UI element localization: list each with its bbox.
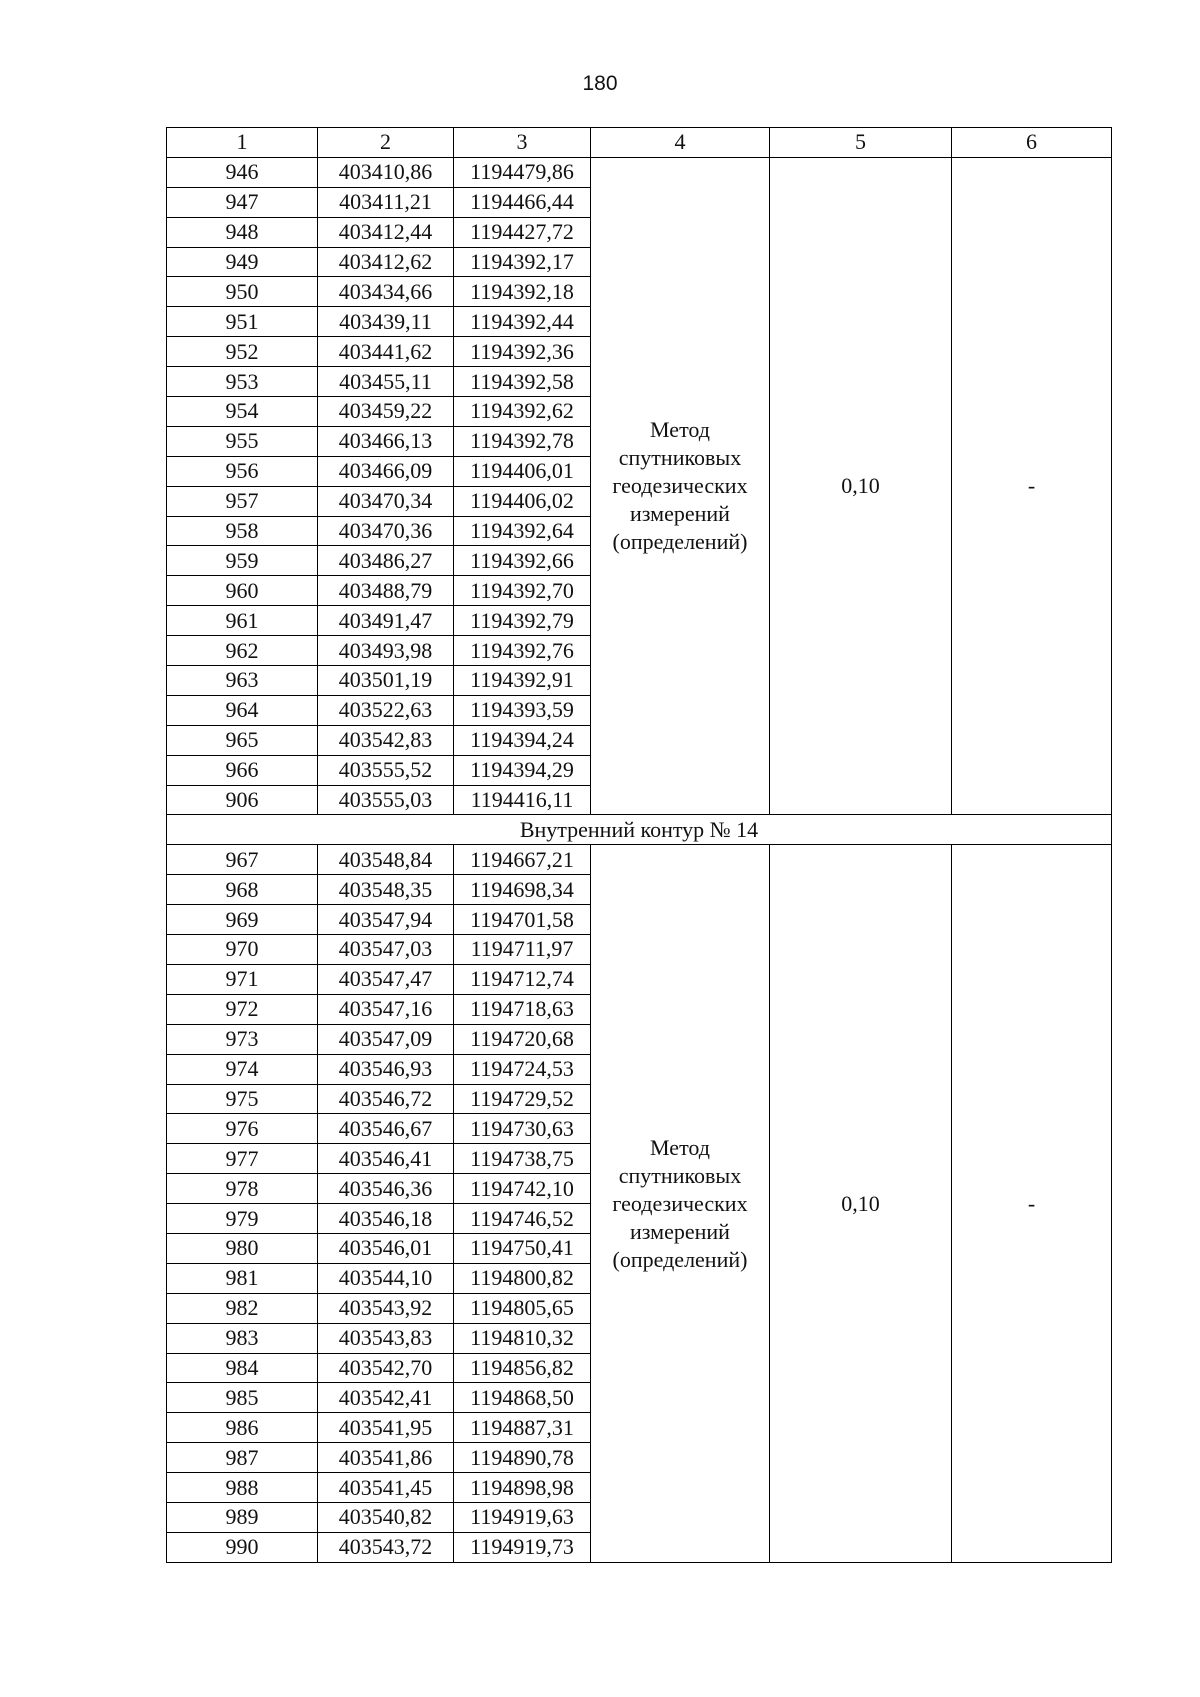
accuracy-cell: 0,10 [770, 157, 952, 815]
point-number-cell: 979 [167, 1204, 318, 1234]
x-coordinate-cell: 403546,93 [318, 1054, 454, 1084]
x-coordinate-cell: 403455,11 [318, 367, 454, 397]
x-coordinate-cell: 403542,41 [318, 1383, 454, 1413]
point-number-cell: 963 [167, 666, 318, 696]
y-coordinate-cell: 1194392,79 [454, 606, 591, 636]
y-coordinate-cell: 1194427,72 [454, 217, 591, 247]
point-number-cell: 989 [167, 1502, 318, 1532]
x-coordinate-cell: 403547,09 [318, 1024, 454, 1054]
point-number-cell: 983 [167, 1323, 318, 1353]
header-cell: 5 [770, 128, 952, 158]
table-row [167, 157, 1112, 187]
point-number-cell: 953 [167, 367, 318, 397]
y-coordinate-cell: 1194698,34 [454, 875, 591, 905]
point-number-cell: 960 [167, 576, 318, 606]
x-coordinate-cell: 403466,09 [318, 456, 454, 486]
page-number: 180 [582, 72, 618, 95]
x-coordinate-cell: 403434,66 [318, 277, 454, 307]
x-coordinate-cell: 403542,70 [318, 1353, 454, 1383]
x-coordinate-cell: 403555,52 [318, 755, 454, 785]
x-coordinate-cell: 403541,86 [318, 1443, 454, 1473]
y-coordinate-cell: 1194392,36 [454, 337, 591, 367]
x-coordinate-cell: 403546,36 [318, 1174, 454, 1204]
point-number-cell: 968 [167, 875, 318, 905]
point-number-cell: 971 [167, 964, 318, 994]
point-number-cell: 949 [167, 247, 318, 277]
point-number-cell: 981 [167, 1263, 318, 1293]
y-coordinate-cell: 1194392,76 [454, 636, 591, 666]
point-number-cell: 978 [167, 1174, 318, 1204]
y-coordinate-cell: 1194738,75 [454, 1144, 591, 1174]
coordinates-table [166, 127, 1112, 1563]
header-cell: 6 [952, 128, 1112, 158]
x-coordinate-cell: 403486,27 [318, 546, 454, 576]
point-number-cell: 970 [167, 935, 318, 965]
y-coordinate-cell: 1194392,62 [454, 397, 591, 427]
point-number-cell: 975 [167, 1084, 318, 1114]
point-number-cell: 967 [167, 845, 318, 875]
y-coordinate-cell: 1194887,31 [454, 1413, 591, 1443]
y-coordinate-cell: 1194712,74 [454, 964, 591, 994]
y-coordinate-cell: 1194393,59 [454, 695, 591, 725]
y-coordinate-cell: 1194479,86 [454, 157, 591, 187]
point-number-cell: 906 [167, 785, 318, 815]
section-title: Внутренний контур № 14 [167, 815, 1112, 845]
method-cell: Метод спутниковых геодезических измерений (определений) [591, 845, 770, 1562]
y-coordinate-cell: 1194724,53 [454, 1054, 591, 1084]
accuracy-cell: 0,10 [770, 845, 952, 1562]
x-coordinate-cell: 403491,47 [318, 606, 454, 636]
x-coordinate-cell: 403546,18 [318, 1204, 454, 1234]
y-coordinate-cell: 1194392,70 [454, 576, 591, 606]
x-coordinate-cell: 403543,72 [318, 1532, 454, 1562]
header-cell: 4 [591, 128, 770, 158]
x-coordinate-cell: 403522,63 [318, 695, 454, 725]
y-coordinate-cell: 1194750,41 [454, 1233, 591, 1263]
point-number-cell: 987 [167, 1443, 318, 1473]
point-number-cell: 951 [167, 307, 318, 337]
y-coordinate-cell: 1194800,82 [454, 1263, 591, 1293]
point-number-cell: 954 [167, 397, 318, 427]
point-number-cell: 952 [167, 337, 318, 367]
x-coordinate-cell: 403410,86 [318, 157, 454, 187]
section-title-row [167, 815, 1112, 845]
point-number-cell: 976 [167, 1114, 318, 1144]
point-number-cell: 984 [167, 1353, 318, 1383]
x-coordinate-cell: 403459,22 [318, 397, 454, 427]
point-number-cell: 948 [167, 217, 318, 247]
x-coordinate-cell: 403555,03 [318, 785, 454, 815]
point-number-cell: 966 [167, 755, 318, 785]
point-number-cell: 972 [167, 994, 318, 1024]
y-coordinate-cell: 1194746,52 [454, 1204, 591, 1234]
y-coordinate-cell: 1194392,17 [454, 247, 591, 277]
y-coordinate-cell: 1194406,01 [454, 456, 591, 486]
point-number-cell: 974 [167, 1054, 318, 1084]
x-coordinate-cell: 403470,36 [318, 516, 454, 546]
x-coordinate-cell: 403412,62 [318, 247, 454, 277]
point-number-cell: 986 [167, 1413, 318, 1443]
y-coordinate-cell: 1194729,52 [454, 1084, 591, 1114]
point-number-cell: 969 [167, 905, 318, 935]
y-coordinate-cell: 1194392,64 [454, 516, 591, 546]
point-number-cell: 950 [167, 277, 318, 307]
x-coordinate-cell: 403541,45 [318, 1473, 454, 1503]
x-coordinate-cell: 403547,03 [318, 935, 454, 965]
y-coordinate-cell: 1194701,58 [454, 905, 591, 935]
note-cell: - [952, 157, 1112, 815]
point-number-cell: 990 [167, 1532, 318, 1562]
point-number-cell: 964 [167, 695, 318, 725]
y-coordinate-cell: 1194392,91 [454, 666, 591, 696]
x-coordinate-cell: 403543,83 [318, 1323, 454, 1353]
x-coordinate-cell: 403466,13 [318, 426, 454, 456]
x-coordinate-cell: 403501,19 [318, 666, 454, 696]
x-coordinate-cell: 403547,16 [318, 994, 454, 1024]
y-coordinate-cell: 1194856,82 [454, 1353, 591, 1383]
point-number-cell: 988 [167, 1473, 318, 1503]
x-coordinate-cell: 403546,01 [318, 1233, 454, 1263]
y-coordinate-cell: 1194416,11 [454, 785, 591, 815]
y-coordinate-cell: 1194394,24 [454, 725, 591, 755]
y-coordinate-cell: 1194919,63 [454, 1502, 591, 1532]
point-number-cell: 959 [167, 546, 318, 576]
x-coordinate-cell: 403546,67 [318, 1114, 454, 1144]
point-number-cell: 982 [167, 1293, 318, 1323]
point-number-cell: 980 [167, 1233, 318, 1263]
x-coordinate-cell: 403547,47 [318, 964, 454, 994]
x-coordinate-cell: 403439,11 [318, 307, 454, 337]
x-coordinate-cell: 403541,95 [318, 1413, 454, 1443]
y-coordinate-cell: 1194392,18 [454, 277, 591, 307]
y-coordinate-cell: 1194394,29 [454, 755, 591, 785]
x-coordinate-cell: 403441,62 [318, 337, 454, 367]
point-number-cell: 977 [167, 1144, 318, 1174]
y-coordinate-cell: 1194392,58 [454, 367, 591, 397]
point-number-cell: 957 [167, 486, 318, 516]
x-coordinate-cell: 403546,72 [318, 1084, 454, 1114]
x-coordinate-cell: 403540,82 [318, 1502, 454, 1532]
x-coordinate-cell: 403493,98 [318, 636, 454, 666]
y-coordinate-cell: 1194667,21 [454, 845, 591, 875]
table-row [167, 845, 1112, 875]
x-coordinate-cell: 403547,94 [318, 905, 454, 935]
x-coordinate-cell: 403542,83 [318, 725, 454, 755]
point-number-cell: 962 [167, 636, 318, 666]
y-coordinate-cell: 1194466,44 [454, 187, 591, 217]
y-coordinate-cell: 1194392,78 [454, 426, 591, 456]
point-number-cell: 955 [167, 426, 318, 456]
point-number-cell: 946 [167, 157, 318, 187]
y-coordinate-cell: 1194406,02 [454, 486, 591, 516]
x-coordinate-cell: 403470,34 [318, 486, 454, 516]
x-coordinate-cell: 403411,21 [318, 187, 454, 217]
point-number-cell: 961 [167, 606, 318, 636]
header-cell: 3 [454, 128, 591, 158]
point-number-cell: 985 [167, 1383, 318, 1413]
x-coordinate-cell: 403543,92 [318, 1293, 454, 1323]
point-number-cell: 958 [167, 516, 318, 546]
y-coordinate-cell: 1194868,50 [454, 1383, 591, 1413]
y-coordinate-cell: 1194890,78 [454, 1443, 591, 1473]
y-coordinate-cell: 1194742,10 [454, 1174, 591, 1204]
point-number-cell: 973 [167, 1024, 318, 1054]
x-coordinate-cell: 403548,35 [318, 875, 454, 905]
method-cell: Метод спутниковых геодезических измерений (определений) [591, 157, 770, 815]
y-coordinate-cell: 1194919,73 [454, 1532, 591, 1562]
header-cell: 1 [167, 128, 318, 158]
x-coordinate-cell: 403544,10 [318, 1263, 454, 1293]
y-coordinate-cell: 1194898,98 [454, 1473, 591, 1503]
y-coordinate-cell: 1194711,97 [454, 935, 591, 965]
y-coordinate-cell: 1194720,68 [454, 1024, 591, 1054]
point-number-cell: 947 [167, 187, 318, 217]
x-coordinate-cell: 403548,84 [318, 845, 454, 875]
x-coordinate-cell: 403546,41 [318, 1144, 454, 1174]
y-coordinate-cell: 1194718,63 [454, 994, 591, 1024]
header-cell: 2 [318, 128, 454, 158]
y-coordinate-cell: 1194730,63 [454, 1114, 591, 1144]
y-coordinate-cell: 1194810,32 [454, 1323, 591, 1353]
x-coordinate-cell: 403488,79 [318, 576, 454, 606]
y-coordinate-cell: 1194392,44 [454, 307, 591, 337]
y-coordinate-cell: 1194805,65 [454, 1293, 591, 1323]
point-number-cell: 956 [167, 456, 318, 486]
note-cell: - [952, 845, 1112, 1562]
table-header-row [167, 128, 1112, 158]
point-number-cell: 965 [167, 725, 318, 755]
x-coordinate-cell: 403412,44 [318, 217, 454, 247]
y-coordinate-cell: 1194392,66 [454, 546, 591, 576]
